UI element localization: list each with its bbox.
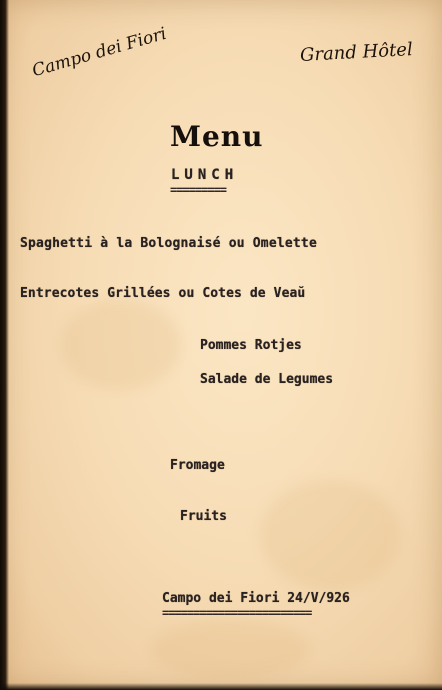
signature-underline: ======================== xyxy=(162,606,312,620)
course-line: Spaghetti à la Bolognaisé ou Omelette xyxy=(20,236,317,251)
paper-stain xyxy=(60,300,180,390)
meal-heading: LUNCH xyxy=(171,167,239,183)
course-line: Fromage xyxy=(170,458,225,473)
meal-underline: ========= xyxy=(170,183,227,197)
card-shadow-edge xyxy=(0,683,442,690)
course-line: Fruits xyxy=(180,509,227,524)
course-line: Pommes Rotjes xyxy=(200,338,302,353)
card-shadow-edge xyxy=(0,0,9,690)
paper-stain xyxy=(150,620,310,680)
course-line: Entrecotes Grillées ou Cotes de Veaŭ xyxy=(20,286,306,301)
menu-title: Menu xyxy=(170,120,264,153)
hotel-name-left: Campo dei Fiori xyxy=(30,23,169,82)
course-line: Salade de Legumes xyxy=(200,372,334,387)
date-signature: Campo dei Fiori 24/V/926 xyxy=(162,591,350,606)
paper-stain xyxy=(260,480,400,590)
hotel-name-right: Grand Hôtel xyxy=(299,39,414,66)
